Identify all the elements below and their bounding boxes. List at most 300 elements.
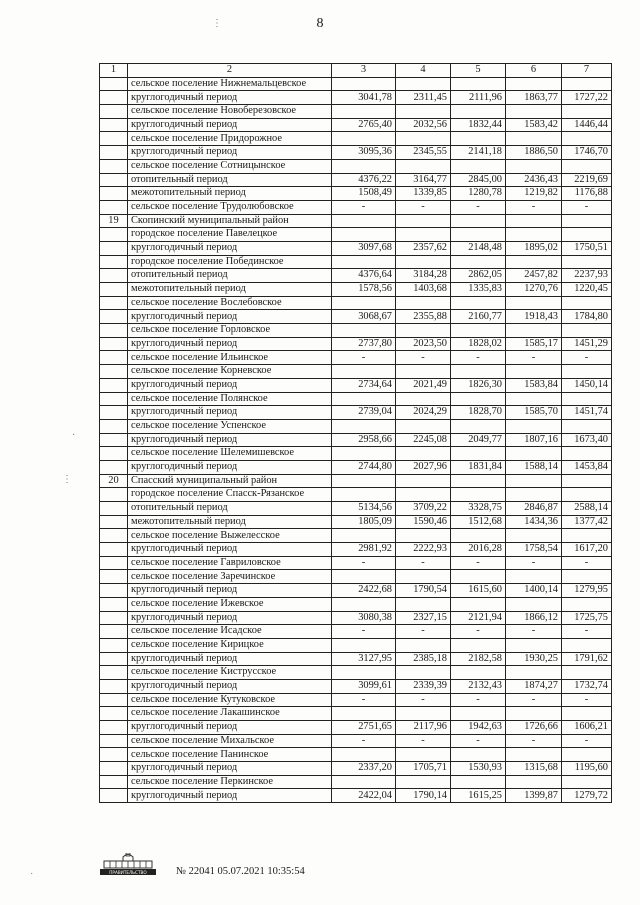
table-row bbox=[100, 693, 612, 707]
empty-cell bbox=[506, 447, 562, 461]
empty-cell bbox=[332, 488, 396, 502]
tariff-value-cell: 1399,87 bbox=[506, 789, 562, 803]
empty-cell bbox=[506, 748, 562, 762]
table-row bbox=[100, 269, 612, 283]
row-label: межотопительный период bbox=[128, 187, 332, 201]
row-label: межотопительный период bbox=[128, 283, 332, 297]
empty-cell bbox=[451, 570, 506, 584]
tariff-value-cell: 3184,28 bbox=[396, 269, 451, 283]
tariff-value-cell: 1791,62 bbox=[562, 652, 612, 666]
row-number-cell bbox=[100, 173, 128, 187]
column-header: 6 bbox=[506, 64, 562, 78]
tariff-value-cell: 1886,50 bbox=[506, 146, 562, 160]
row-label: Спасский муниципальный район bbox=[128, 474, 332, 488]
empty-cell bbox=[396, 228, 451, 242]
empty-cell bbox=[562, 77, 612, 91]
row-label: круглогодичный период bbox=[128, 146, 332, 160]
empty-cell bbox=[506, 488, 562, 502]
row-label: круглогодичный период bbox=[128, 611, 332, 625]
empty-cell bbox=[562, 570, 612, 584]
scan-mark: ⋮ bbox=[62, 474, 72, 485]
row-label: сельское поселение Киструсское bbox=[128, 666, 332, 680]
row-label: сельское поселение Перкинское bbox=[128, 775, 332, 789]
empty-cell bbox=[451, 365, 506, 379]
tariff-value-cell: - bbox=[396, 734, 451, 748]
tariff-value-cell: 1942,63 bbox=[451, 721, 506, 735]
row-number-cell bbox=[100, 488, 128, 502]
row-number-cell bbox=[100, 447, 128, 461]
row-number-cell bbox=[100, 255, 128, 269]
settlement-row bbox=[100, 529, 612, 543]
row-number-cell bbox=[100, 392, 128, 406]
empty-cell bbox=[562, 474, 612, 488]
tariff-value-cell: 1583,42 bbox=[506, 118, 562, 132]
empty-cell bbox=[332, 77, 396, 91]
row-label: сельское поселение Ижевское bbox=[128, 597, 332, 611]
empty-cell bbox=[562, 529, 612, 543]
row-number-cell bbox=[100, 365, 128, 379]
table-row bbox=[100, 721, 612, 735]
row-number-cell bbox=[100, 200, 128, 214]
empty-cell bbox=[506, 474, 562, 488]
row-label: сельское поселение Ильинское bbox=[128, 351, 332, 365]
tariff-value-cell: 2023,50 bbox=[396, 337, 451, 351]
empty-cell bbox=[332, 666, 396, 680]
row-label: сельское поселение Заречинское bbox=[128, 570, 332, 584]
table-row bbox=[100, 310, 612, 324]
scan-mark: · bbox=[72, 430, 76, 441]
tariff-value-cell: 2734,64 bbox=[332, 378, 396, 392]
tariff-value-cell: 1866,12 bbox=[506, 611, 562, 625]
tariff-value-cell: 2222,93 bbox=[396, 543, 451, 557]
row-label: отопительный период bbox=[128, 173, 332, 187]
empty-cell bbox=[396, 447, 451, 461]
tariff-value-cell: 2355,88 bbox=[396, 310, 451, 324]
tariff-value-cell: 2765,40 bbox=[332, 118, 396, 132]
tariff-value-cell: 2219,69 bbox=[562, 173, 612, 187]
row-label: сельское поселение Корневское bbox=[128, 365, 332, 379]
row-number-cell bbox=[100, 721, 128, 735]
empty-cell bbox=[562, 597, 612, 611]
row-number-cell bbox=[100, 132, 128, 146]
tariff-value-cell: 1930,25 bbox=[506, 652, 562, 666]
tariff-value-cell: 1219,82 bbox=[506, 187, 562, 201]
tariff-value-cell: 1831,84 bbox=[451, 460, 506, 474]
settlement-row bbox=[100, 296, 612, 310]
tariff-value-cell: 2032,56 bbox=[396, 118, 451, 132]
tariff-value-cell: 2981,92 bbox=[332, 543, 396, 557]
row-number-cell bbox=[100, 666, 128, 680]
settlement-row bbox=[100, 488, 612, 502]
table-row bbox=[100, 611, 612, 625]
settlement-row bbox=[100, 105, 612, 119]
settlement-row bbox=[100, 392, 612, 406]
tariff-value-cell: - bbox=[451, 351, 506, 365]
empty-cell bbox=[562, 707, 612, 721]
table-row bbox=[100, 433, 612, 447]
empty-cell bbox=[562, 447, 612, 461]
empty-cell bbox=[506, 324, 562, 338]
table-row bbox=[100, 337, 612, 351]
tariff-value-cell: 2436,43 bbox=[506, 173, 562, 187]
settlement-row bbox=[100, 324, 612, 338]
row-label: сельское поселение Горловское bbox=[128, 324, 332, 338]
row-label: круглогодичный период bbox=[128, 310, 332, 324]
tariff-value-cell: 3097,68 bbox=[332, 241, 396, 255]
row-label: сельское поселение Новоберезовское bbox=[128, 105, 332, 119]
tariff-value-cell: 1726,66 bbox=[506, 721, 562, 735]
tariff-value-cell: 2148,48 bbox=[451, 241, 506, 255]
table-header-row bbox=[100, 64, 612, 78]
tariff-value-cell: - bbox=[396, 200, 451, 214]
empty-cell bbox=[562, 255, 612, 269]
empty-cell bbox=[506, 255, 562, 269]
tariff-value-cell: 1195,60 bbox=[562, 762, 612, 776]
empty-cell bbox=[396, 666, 451, 680]
empty-cell bbox=[396, 77, 451, 91]
table-row bbox=[100, 762, 612, 776]
empty-cell bbox=[562, 748, 612, 762]
empty-cell bbox=[562, 214, 612, 228]
tariff-value-cell: 1335,83 bbox=[451, 283, 506, 297]
empty-cell bbox=[506, 707, 562, 721]
row-number-cell bbox=[100, 707, 128, 721]
empty-cell bbox=[332, 775, 396, 789]
row-label: сельское поселение Вослебовское bbox=[128, 296, 332, 310]
table-row bbox=[100, 625, 612, 639]
tariff-value-cell: - bbox=[332, 625, 396, 639]
table-row bbox=[100, 187, 612, 201]
empty-cell bbox=[332, 324, 396, 338]
row-number-cell bbox=[100, 638, 128, 652]
row-label: круглогодичный период bbox=[128, 460, 332, 474]
row-number-cell bbox=[100, 187, 128, 201]
tariff-value-cell: 1450,14 bbox=[562, 378, 612, 392]
tariff-value-cell: 1790,14 bbox=[396, 789, 451, 803]
empty-cell bbox=[396, 105, 451, 119]
empty-cell bbox=[506, 392, 562, 406]
tariff-value-cell: 1315,68 bbox=[506, 762, 562, 776]
tariff-value-cell: 2744,80 bbox=[332, 460, 396, 474]
row-label: круглогодичный период bbox=[128, 378, 332, 392]
empty-cell bbox=[332, 228, 396, 242]
row-number-cell bbox=[100, 515, 128, 529]
empty-cell bbox=[562, 105, 612, 119]
settlement-row bbox=[100, 365, 612, 379]
empty-cell bbox=[506, 132, 562, 146]
tariff-value-cell: - bbox=[562, 556, 612, 570]
empty-cell bbox=[332, 447, 396, 461]
tariff-value-cell: - bbox=[506, 625, 562, 639]
row-label: сельское поселение Успенское bbox=[128, 419, 332, 433]
row-number-cell bbox=[100, 337, 128, 351]
empty-cell bbox=[332, 529, 396, 543]
empty-cell bbox=[451, 296, 506, 310]
registration-stamp: № 22041 05.07.2021 10:35:54 bbox=[176, 866, 305, 877]
tariff-value-cell: 3095,36 bbox=[332, 146, 396, 160]
empty-cell bbox=[332, 570, 396, 584]
empty-cell bbox=[506, 775, 562, 789]
tariff-value-cell: - bbox=[396, 556, 451, 570]
tariff-value-cell: 1434,36 bbox=[506, 515, 562, 529]
tariff-value-cell: 1615,60 bbox=[451, 584, 506, 598]
tariff-value-cell: 2457,82 bbox=[506, 269, 562, 283]
table-row bbox=[100, 556, 612, 570]
empty-cell bbox=[396, 488, 451, 502]
empty-cell bbox=[396, 529, 451, 543]
empty-cell bbox=[396, 748, 451, 762]
row-label: межотопительный период bbox=[128, 515, 332, 529]
row-label: сельское поселение Сотницынское bbox=[128, 159, 332, 173]
tariff-value-cell: 4376,22 bbox=[332, 173, 396, 187]
row-label: сельское поселение Нижнемальцевское bbox=[128, 77, 332, 91]
tariff-value-cell: 1918,43 bbox=[506, 310, 562, 324]
tariff-value-cell: 3164,77 bbox=[396, 173, 451, 187]
row-number-cell bbox=[100, 762, 128, 776]
tariff-value-cell: - bbox=[396, 625, 451, 639]
tariff-value-cell: 1530,93 bbox=[451, 762, 506, 776]
tariff-value-cell: - bbox=[332, 200, 396, 214]
tariff-value-cell: 2024,29 bbox=[396, 406, 451, 420]
tariff-value-cell: - bbox=[562, 625, 612, 639]
tariff-value-cell: 1615,25 bbox=[451, 789, 506, 803]
column-header: 2 bbox=[128, 64, 332, 78]
tariff-value-cell: 2141,18 bbox=[451, 146, 506, 160]
empty-cell bbox=[396, 570, 451, 584]
row-number-cell bbox=[100, 597, 128, 611]
row-number-cell bbox=[100, 584, 128, 598]
row-label: городское поселение Спасск-Рязанское bbox=[128, 488, 332, 502]
tariff-value-cell: 1673,40 bbox=[562, 433, 612, 447]
tariff-value-cell: - bbox=[396, 693, 451, 707]
tariff-value-cell: 2117,96 bbox=[396, 721, 451, 735]
row-label: круглогодичный период bbox=[128, 406, 332, 420]
empty-cell bbox=[562, 419, 612, 433]
empty-cell bbox=[332, 597, 396, 611]
empty-cell bbox=[451, 132, 506, 146]
table-row bbox=[100, 351, 612, 365]
table-row bbox=[100, 91, 612, 105]
empty-cell bbox=[396, 214, 451, 228]
row-number-cell bbox=[100, 91, 128, 105]
row-number-cell bbox=[100, 159, 128, 173]
tariff-value-cell: 2132,43 bbox=[451, 679, 506, 693]
tariff-value-cell: 2737,80 bbox=[332, 337, 396, 351]
empty-cell bbox=[332, 365, 396, 379]
row-number-cell bbox=[100, 789, 128, 803]
empty-cell bbox=[332, 296, 396, 310]
tariff-table bbox=[99, 63, 612, 803]
tariff-value-cell: 1895,02 bbox=[506, 241, 562, 255]
row-number-cell bbox=[100, 269, 128, 283]
tariff-value-cell: 1705,71 bbox=[396, 762, 451, 776]
settlement-row bbox=[100, 707, 612, 721]
empty-cell bbox=[562, 159, 612, 173]
empty-cell bbox=[451, 474, 506, 488]
tariff-value-cell: 1446,44 bbox=[562, 118, 612, 132]
row-number-cell bbox=[100, 611, 128, 625]
settlement-row bbox=[100, 159, 612, 173]
tariff-value-cell: 2049,77 bbox=[451, 433, 506, 447]
empty-cell bbox=[332, 638, 396, 652]
tariff-value-cell: 1826,30 bbox=[451, 378, 506, 392]
tariff-value-cell: 2021,49 bbox=[396, 378, 451, 392]
table-row bbox=[100, 118, 612, 132]
row-number-cell bbox=[100, 625, 128, 639]
empty-cell bbox=[451, 748, 506, 762]
tariff-value-cell: 1805,09 bbox=[332, 515, 396, 529]
settlement-row bbox=[100, 255, 612, 269]
empty-cell bbox=[451, 214, 506, 228]
tariff-value-cell: 3328,75 bbox=[451, 502, 506, 516]
tariff-value-cell: 1585,70 bbox=[506, 406, 562, 420]
row-label: сельское поселение Исадское bbox=[128, 625, 332, 639]
table-body bbox=[100, 77, 612, 802]
tariff-value-cell: - bbox=[562, 693, 612, 707]
tariff-value-cell: - bbox=[451, 693, 506, 707]
tariff-value-cell: 1750,51 bbox=[562, 241, 612, 255]
empty-cell bbox=[396, 419, 451, 433]
empty-cell bbox=[562, 296, 612, 310]
tariff-value-cell: 2182,58 bbox=[451, 652, 506, 666]
tariff-value-cell: 1863,77 bbox=[506, 91, 562, 105]
empty-cell bbox=[506, 228, 562, 242]
row-number-cell: 20 bbox=[100, 474, 128, 488]
row-number-cell bbox=[100, 283, 128, 297]
row-number-cell bbox=[100, 502, 128, 516]
tariff-value-cell: 2422,68 bbox=[332, 584, 396, 598]
row-label: круглогодичный период bbox=[128, 91, 332, 105]
settlement-row bbox=[100, 447, 612, 461]
tariff-value-cell: - bbox=[562, 734, 612, 748]
tariff-value-cell: 1732,74 bbox=[562, 679, 612, 693]
empty-cell bbox=[562, 666, 612, 680]
empty-cell bbox=[506, 419, 562, 433]
empty-cell bbox=[332, 132, 396, 146]
empty-cell bbox=[451, 324, 506, 338]
tariff-value-cell: 2121,94 bbox=[451, 611, 506, 625]
row-number-cell bbox=[100, 460, 128, 474]
empty-cell bbox=[562, 365, 612, 379]
row-label: круглогодичный период bbox=[128, 721, 332, 735]
row-number-cell bbox=[100, 543, 128, 557]
row-label: сельское поселение Кутуковское bbox=[128, 693, 332, 707]
settlement-row bbox=[100, 132, 612, 146]
row-label: круглогодичный период bbox=[128, 762, 332, 776]
tariff-value-cell: 2245,08 bbox=[396, 433, 451, 447]
tariff-value-cell: - bbox=[451, 734, 506, 748]
table-row bbox=[100, 502, 612, 516]
tariff-value-cell: 1725,75 bbox=[562, 611, 612, 625]
tariff-value-cell: 1403,68 bbox=[396, 283, 451, 297]
settlement-row bbox=[100, 638, 612, 652]
tariff-value-cell: 1727,22 bbox=[562, 91, 612, 105]
row-label: отопительный период bbox=[128, 502, 332, 516]
table-row bbox=[100, 789, 612, 803]
tariff-value-cell: 2862,05 bbox=[451, 269, 506, 283]
tariff-value-cell: 1280,78 bbox=[451, 187, 506, 201]
row-number-cell bbox=[100, 556, 128, 570]
row-number-cell bbox=[100, 310, 128, 324]
tariff-value-cell: 1339,85 bbox=[396, 187, 451, 201]
empty-cell bbox=[332, 748, 396, 762]
row-number-cell bbox=[100, 748, 128, 762]
tariff-value-cell: 1790,54 bbox=[396, 584, 451, 598]
tariff-value-cell: 3080,38 bbox=[332, 611, 396, 625]
government-logo bbox=[96, 853, 160, 877]
tariff-value-cell: 1508,49 bbox=[332, 187, 396, 201]
tariff-value-cell: - bbox=[506, 693, 562, 707]
tariff-value-cell: 1377,42 bbox=[562, 515, 612, 529]
tariff-value-cell: 2958,66 bbox=[332, 433, 396, 447]
tariff-value-cell: - bbox=[506, 200, 562, 214]
tariff-value-cell: 1758,54 bbox=[506, 543, 562, 557]
row-number-cell bbox=[100, 570, 128, 584]
tariff-value-cell: 5134,56 bbox=[332, 502, 396, 516]
district-row bbox=[100, 214, 612, 228]
tariff-value-cell: - bbox=[451, 200, 506, 214]
empty-cell bbox=[562, 638, 612, 652]
tariff-value-cell: 1606,21 bbox=[562, 721, 612, 735]
row-number-cell bbox=[100, 734, 128, 748]
tariff-value-cell: 1617,20 bbox=[562, 543, 612, 557]
row-label: круглогодичный период bbox=[128, 241, 332, 255]
tariff-value-cell: 1807,16 bbox=[506, 433, 562, 447]
table-row bbox=[100, 200, 612, 214]
row-number-cell bbox=[100, 146, 128, 160]
tariff-value-cell: 1451,29 bbox=[562, 337, 612, 351]
tariff-value-cell: 1585,17 bbox=[506, 337, 562, 351]
empty-cell bbox=[451, 159, 506, 173]
district-row bbox=[100, 474, 612, 488]
row-number-cell bbox=[100, 419, 128, 433]
row-label: сельское поселение Трудолюбовское bbox=[128, 200, 332, 214]
empty-cell bbox=[451, 228, 506, 242]
row-label: круглогодичный период bbox=[128, 433, 332, 447]
tariff-value-cell: 1590,46 bbox=[396, 515, 451, 529]
empty-cell bbox=[506, 77, 562, 91]
empty-cell bbox=[451, 392, 506, 406]
tariff-value-cell: 1451,74 bbox=[562, 406, 612, 420]
settlement-row bbox=[100, 228, 612, 242]
tariff-value-cell: 2027,96 bbox=[396, 460, 451, 474]
table-row bbox=[100, 734, 612, 748]
tariff-value-cell: 2588,14 bbox=[562, 502, 612, 516]
logo-caption: ПРАВИТЕЛЬСТВО bbox=[109, 869, 147, 875]
row-label: сельское поселение Выжелесское bbox=[128, 529, 332, 543]
column-header: 3 bbox=[332, 64, 396, 78]
table-row bbox=[100, 584, 612, 598]
tariff-value-cell: 2160,77 bbox=[451, 310, 506, 324]
empty-cell bbox=[396, 775, 451, 789]
empty-cell bbox=[506, 638, 562, 652]
tariff-value-cell: 2422,04 bbox=[332, 789, 396, 803]
empty-cell bbox=[506, 666, 562, 680]
empty-cell bbox=[506, 296, 562, 310]
empty-cell bbox=[396, 365, 451, 379]
row-label: круглогодичный период bbox=[128, 679, 332, 693]
empty-cell bbox=[562, 324, 612, 338]
row-number-cell bbox=[100, 228, 128, 242]
row-label: городское поселение Павелецкое bbox=[128, 228, 332, 242]
tariff-value-cell: 1874,27 bbox=[506, 679, 562, 693]
empty-cell bbox=[562, 392, 612, 406]
table-row bbox=[100, 652, 612, 666]
empty-cell bbox=[396, 296, 451, 310]
row-number-cell bbox=[100, 324, 128, 338]
tariff-value-cell: 2739,04 bbox=[332, 406, 396, 420]
tariff-value-cell: - bbox=[562, 200, 612, 214]
